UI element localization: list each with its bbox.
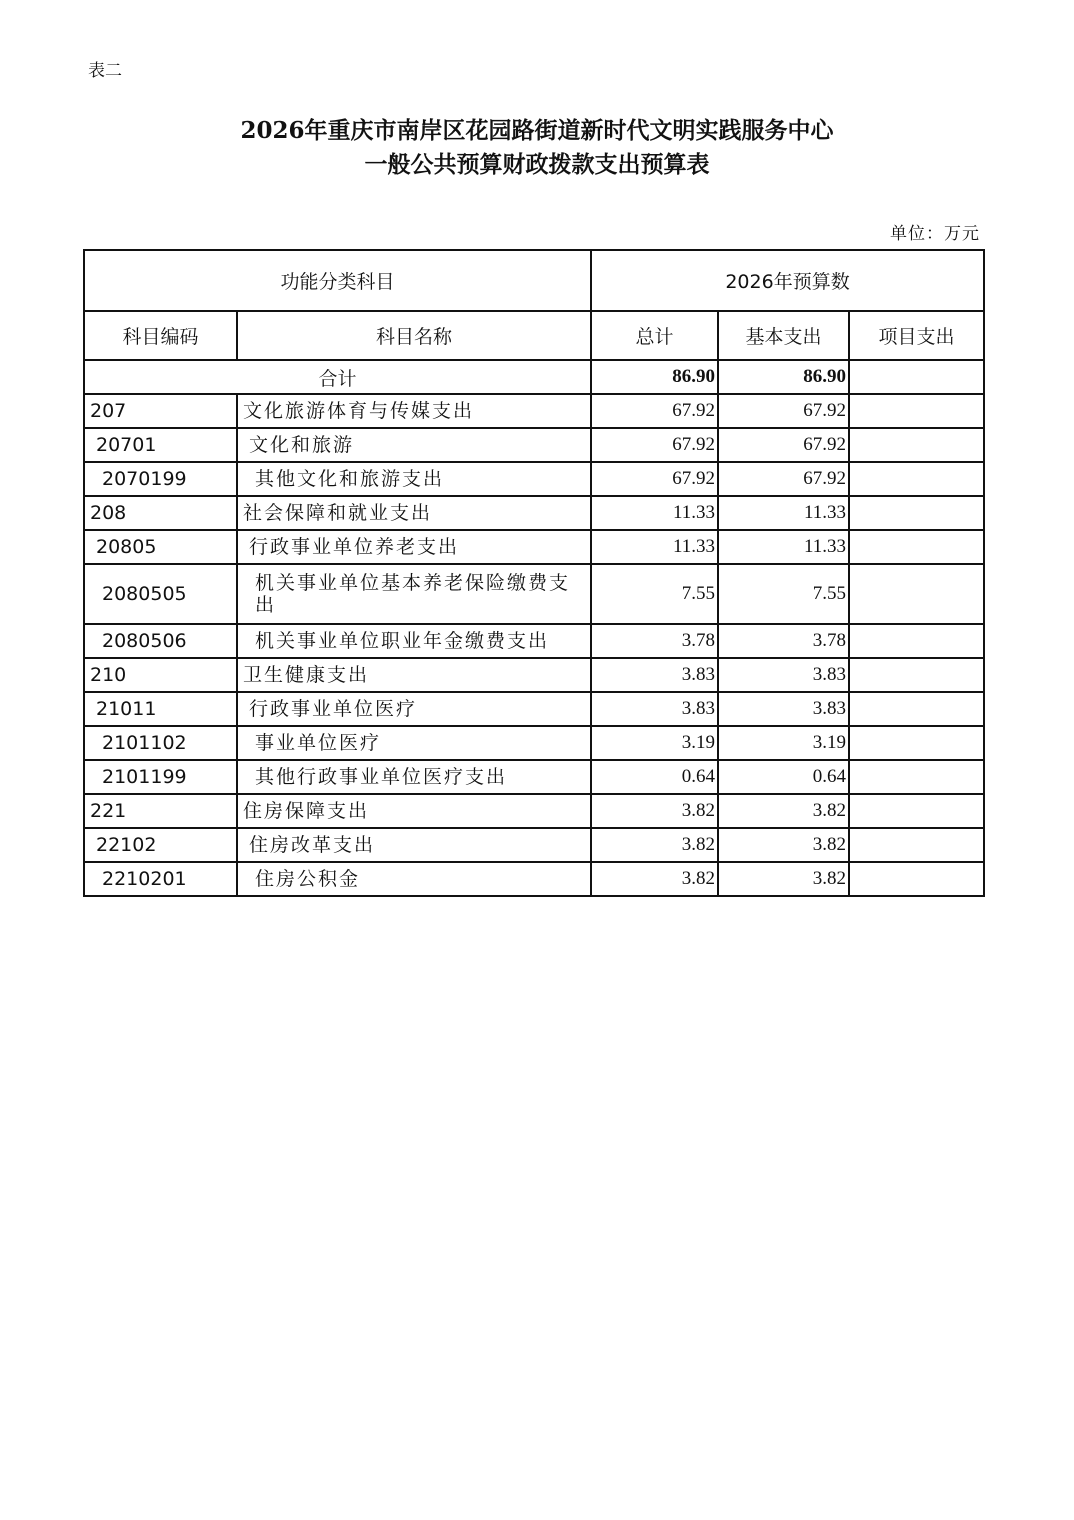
row-basic: 11.33	[718, 496, 849, 530]
row-name: 住房保障支出	[237, 794, 591, 828]
row-project	[849, 496, 984, 530]
row-code: 21011	[84, 692, 237, 726]
row-name: 卫生健康支出	[237, 658, 591, 692]
table-row	[84, 828, 984, 862]
row-project	[849, 530, 984, 564]
header-budget-year: 2026年预算数	[591, 250, 984, 311]
total-basic: 86.90	[718, 360, 849, 394]
row-total: 3.19	[591, 726, 718, 760]
row-name: 行政事业单位养老支出	[237, 530, 591, 564]
row-name: 行政事业单位医疗	[237, 692, 591, 726]
total-row	[84, 360, 984, 394]
row-total: 3.83	[591, 692, 718, 726]
row-total: 3.82	[591, 828, 718, 862]
row-total: 67.92	[591, 462, 718, 496]
unit-label: 单位：万元	[890, 224, 980, 244]
row-project	[849, 428, 984, 462]
total-project	[849, 360, 984, 394]
row-project	[849, 624, 984, 658]
table-row	[84, 496, 984, 530]
row-code: 22102	[84, 828, 237, 862]
table-row	[84, 862, 984, 896]
total-amount: 86.90	[591, 360, 718, 394]
header-basic: 基本支出	[718, 311, 849, 360]
row-name: 住房改革支出	[237, 828, 591, 862]
header-total: 总计	[591, 311, 718, 360]
table-row	[84, 726, 984, 760]
row-total: 67.92	[591, 394, 718, 428]
row-code: 20701	[84, 428, 237, 462]
header-code: 科目编码	[84, 311, 237, 360]
budget-table	[83, 249, 985, 897]
row-name: 机关事业单位基本养老保险缴费支出	[237, 564, 591, 624]
row-basic: 67.92	[718, 428, 849, 462]
row-basic: 3.78	[718, 624, 849, 658]
row-basic: 0.64	[718, 760, 849, 794]
table-row	[84, 564, 984, 624]
row-project	[849, 394, 984, 428]
row-basic: 3.83	[718, 658, 849, 692]
row-name: 机关事业单位职业年金缴费支出	[237, 624, 591, 658]
table-label: 表二	[88, 61, 122, 81]
header-row-group	[84, 250, 984, 311]
page-title: 2026年重庆市南岸区花园路街道新时代文明实践服务中心	[240, 117, 834, 144]
table-row	[84, 692, 984, 726]
row-basic: 3.82	[718, 862, 849, 896]
header-name: 科目名称	[237, 311, 591, 360]
header-functional-category: 功能分类科目	[84, 250, 591, 311]
table-row	[84, 394, 984, 428]
row-name: 文化和旅游	[237, 428, 591, 462]
header-project: 项目支出	[849, 311, 984, 360]
row-code: 20805	[84, 530, 237, 564]
row-name: 其他行政事业单位医疗支出	[237, 760, 591, 794]
row-name: 其他文化和旅游支出	[237, 462, 591, 496]
row-total: 3.82	[591, 794, 718, 828]
row-code: 2210201	[84, 862, 237, 896]
row-project	[849, 564, 984, 624]
table-row	[84, 658, 984, 692]
row-basic: 67.92	[718, 462, 849, 496]
row-code: 210	[84, 658, 237, 692]
row-total: 11.33	[591, 496, 718, 530]
row-basic: 67.92	[718, 394, 849, 428]
row-code: 2070199	[84, 462, 237, 496]
table-row	[84, 428, 984, 462]
row-name: 社会保障和就业支出	[237, 496, 591, 530]
table-row	[84, 462, 984, 496]
row-code: 207	[84, 394, 237, 428]
row-code: 2101199	[84, 760, 237, 794]
row-basic: 11.33	[718, 530, 849, 564]
row-name: 文化旅游体育与传媒支出	[237, 394, 591, 428]
table-row	[84, 624, 984, 658]
row-total: 7.55	[591, 564, 718, 624]
table-row	[84, 530, 984, 564]
row-total: 0.64	[591, 760, 718, 794]
row-total: 11.33	[591, 530, 718, 564]
table-row	[84, 794, 984, 828]
row-name: 事业单位医疗	[237, 726, 591, 760]
row-project	[849, 692, 984, 726]
row-basic: 3.82	[718, 828, 849, 862]
row-total: 3.83	[591, 658, 718, 692]
row-basic: 7.55	[718, 564, 849, 624]
row-project	[849, 760, 984, 794]
row-basic: 3.82	[718, 794, 849, 828]
row-project	[849, 828, 984, 862]
row-project	[849, 862, 984, 896]
total-label: 合计	[84, 360, 591, 394]
row-basic: 3.83	[718, 692, 849, 726]
header-row-columns	[84, 311, 984, 360]
row-name: 住房公积金	[237, 862, 591, 896]
row-code: 2080505	[84, 564, 237, 624]
row-total: 67.92	[591, 428, 718, 462]
row-project	[849, 462, 984, 496]
row-code: 2080506	[84, 624, 237, 658]
row-project	[849, 658, 984, 692]
row-basic: 3.19	[718, 726, 849, 760]
row-project	[849, 794, 984, 828]
row-code: 221	[84, 794, 237, 828]
row-code: 208	[84, 496, 237, 530]
table-row	[84, 760, 984, 794]
page-subtitle: 一般公共预算财政拨款支出预算表	[364, 151, 710, 178]
row-code: 2101102	[84, 726, 237, 760]
row-project	[849, 726, 984, 760]
row-total: 3.82	[591, 862, 718, 896]
row-total: 3.78	[591, 624, 718, 658]
